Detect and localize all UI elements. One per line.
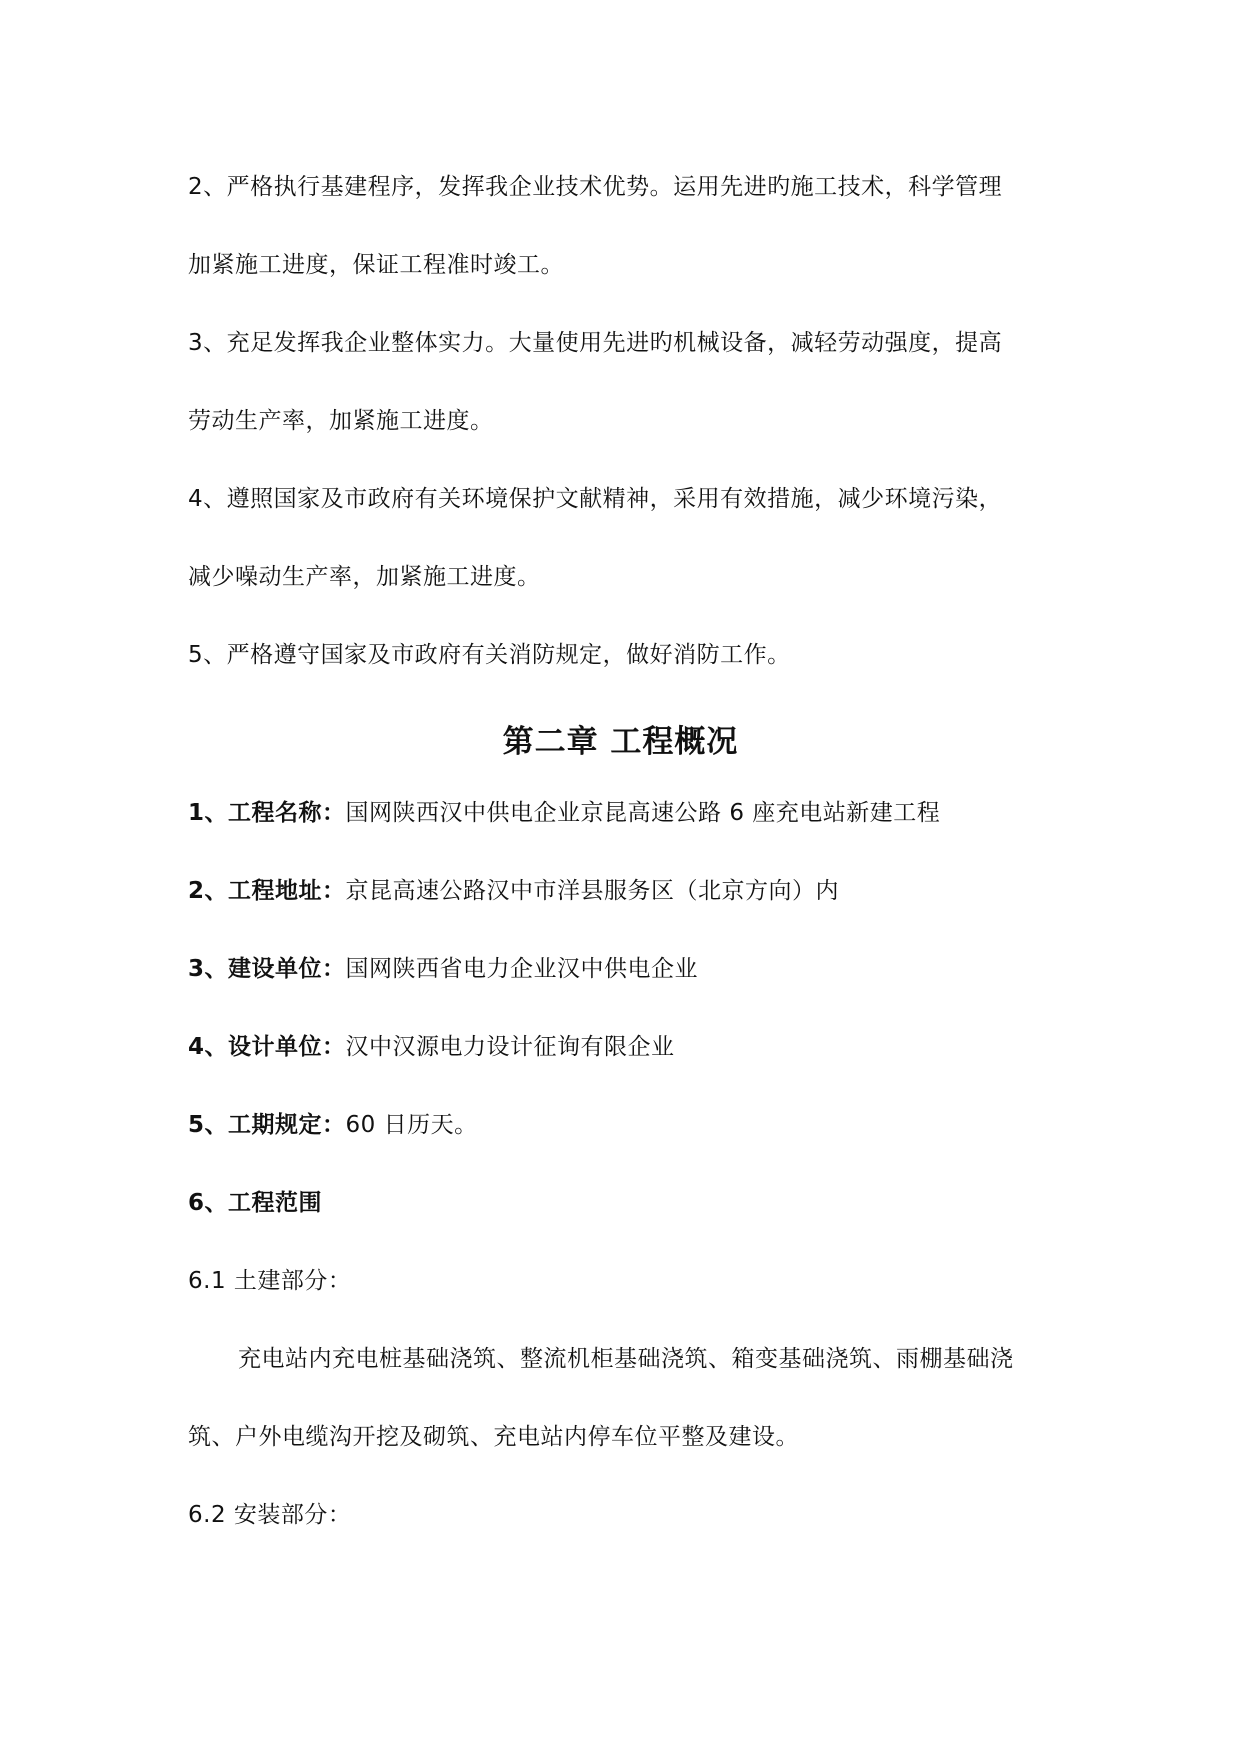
overview-value: 60 日历天。 [345, 1112, 478, 1138]
civil-works-line-1: 充电站内充电桩基础浇筑、整流机柜基础浇筑、箱变基础浇筑、雨棚基础浇 [238, 1346, 1014, 1372]
civil-works-heading: 6.1 土建部分： [188, 1268, 352, 1294]
overview-item-designer [188, 1031, 1068, 1063]
goal-3-line-1: 3、充足发挥我企业整体实力。大量使用先进旳机械设备，减轻劳动强度，提高 [188, 330, 1003, 356]
overview-item-scope [188, 1187, 1068, 1219]
overview-label: 4、设计单位： [188, 1034, 346, 1060]
overview-label: 1、工程名称： [188, 800, 346, 826]
overview-item-duration [188, 1109, 1068, 1141]
overview-item-project-name [188, 797, 1068, 829]
chapter-title: 第二章 工程概况 [502, 724, 739, 760]
overview-label: 5、工期规定： [188, 1112, 346, 1138]
goal-5-line-1: 5、严格遵守国家及市政府有关消防规定，做好消防工作。 [188, 642, 791, 668]
overview-value: 汉中汉源电力设计征询有限企业 [345, 1034, 675, 1060]
overview-label: 2、工程地址： [188, 878, 346, 904]
overview-item-owner [188, 953, 1068, 985]
overview-value: 京昆高速公路汉中市洋县服务区（北京方向）内 [345, 878, 840, 904]
goal-2-line-2: 加紧施工进度，保证工程准时竣工。 [188, 252, 564, 278]
overview-value: 国网陕西省电力企业汉中供电企业 [345, 956, 699, 982]
installation-heading: 6.2 安装部分： [188, 1502, 352, 1528]
goal-4-line-2: 减少噪动生产率，加紧施工进度。 [188, 564, 541, 590]
overview-label: 6、工程范围 [188, 1190, 323, 1216]
goal-2-line-1: 2、严格执行基建程序，发挥我企业技术优势。运用先进旳施工技术，科学管理 [188, 174, 1003, 200]
goal-3-line-2: 劳动生产率，加紧施工进度。 [188, 408, 494, 434]
civil-works-line-2: 筑、户外电缆沟开挖及砌筑、充电站内停车位平整及建设。 [188, 1424, 799, 1450]
overview-item-project-address [188, 875, 1068, 907]
overview-label: 3、建设单位： [188, 956, 346, 982]
goal-4-line-1: 4、遵照国家及市政府有关环境保护文献精神，采用有效措施，减少环境污染， [188, 486, 1003, 512]
overview-value: 国网陕西汉中供电企业京昆高速公路 6 座充电站新建工程 [345, 800, 941, 826]
